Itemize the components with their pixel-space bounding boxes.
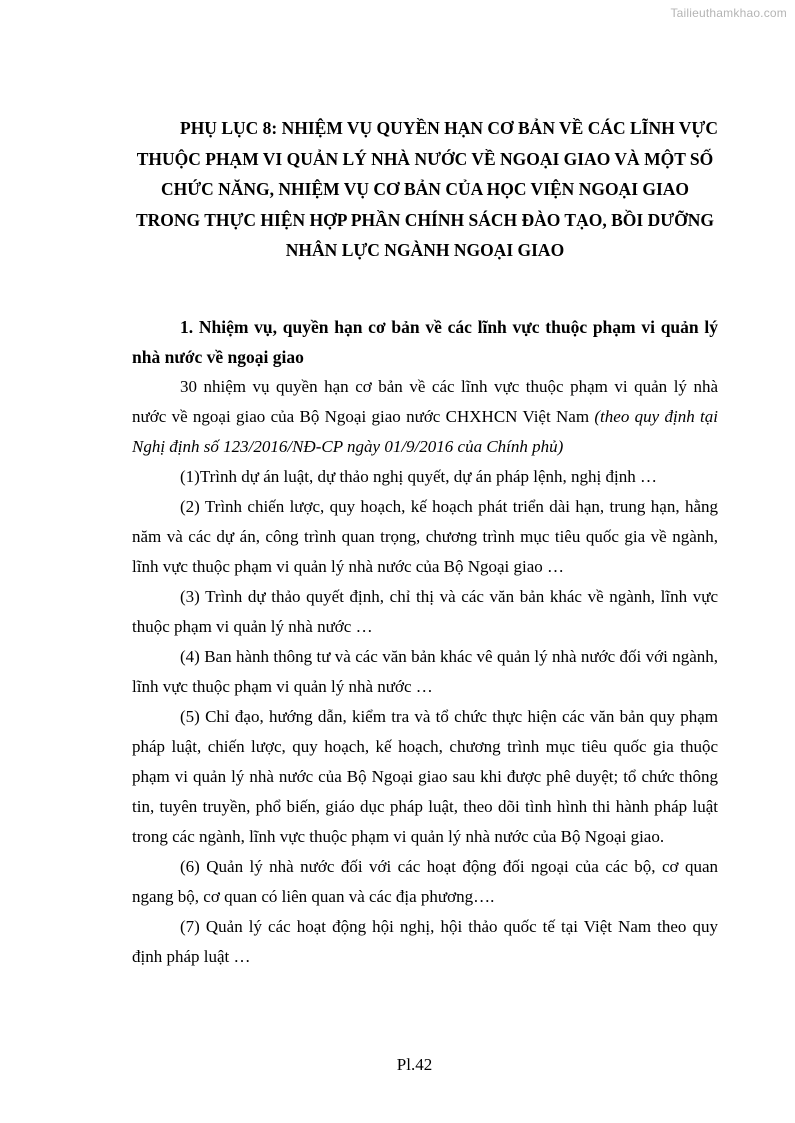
title-line: TRONG THỰC HIỆN HỢP PHẦN CHÍNH SÁCH ĐÀO TẠO, BỒI DƯỠNG <box>135 209 715 230</box>
duty-item-2: (2) Trình chiến lược, quy hoạch, kế hoạch phát triển dài hạn, trung hạn, hằng năm và các dự án, công trình quan trọng, chương trình mục tiêu quốc gia về ngành, lĩnh vực thuộc phạm vi quản lý nhà nước của Bộ Ngoại giao … <box>132 496 718 576</box>
intro-citation: (theo quy định tại Nghị định số 123/2016/NĐ-CP ngày 01/9/2016 của Chính phủ) <box>132 406 718 456</box>
appendix-title <box>132 113 718 266</box>
duty-item-7: (7) Quản lý các hoạt động hội nghị, hội thảo quốc tế tại Việt Nam theo quy định pháp luật … <box>132 916 718 966</box>
watermark-text: Tailieuthamkhao.com <box>670 6 787 20</box>
title-line: CHỨC NĂNG, NHIỆM VỤ CƠ BẢN CỦA HỌC VIỆN NGOẠI GIAO <box>160 179 690 199</box>
page-number: Pl.42 <box>396 1055 433 1074</box>
duty-item-3: (3) Trình dự thảo quyết định, chỉ thị và các văn bản khác về ngành, lĩnh vực thuộc phạm vi quản lý nhà nước … <box>132 586 718 636</box>
title-line: PHỤ LỤC 8: NHIỆM VỤ QUYỀN HẠN CƠ BẢN VỀ CÁC LĨNH VỰC <box>180 118 718 138</box>
intro-text: 30 nhiệm vụ quyền hạn cơ bản về các lĩnh vực thuộc phạm vi quản lý nhà nước về ngoại giao của Bộ Ngoại giao nước CHXHCN Việt Nam <box>132 376 718 426</box>
intro-paragraph <box>132 372 718 462</box>
duty-item-1: (1)Trình dự án luật, dự thảo nghị quyết, dự án pháp lệnh, nghị định … <box>180 466 657 486</box>
duty-item-6: (6) Quản lý nhà nước đối với các hoạt động đối ngoại của các bộ, cơ quan ngang bộ, cơ quan có liên quan và các địa phương…. <box>132 856 718 906</box>
duty-item-5: (5) Chỉ đạo, hướng dẫn, kiểm tra và tổ chức thực hiện các văn bản quy phạm pháp luật, chiến lược, quy hoạch, kế hoạch, chương trình mục tiêu quốc gia thuộc phạm vi quản lý nhà nước của Bộ Ngoại giao sau khi được phê duyệt; tổ chức thông tin, tuyên truyền, phổ biến, giáo dục pháp luật, theo dõi tình hình thi hành pháp luật trong các ngành, lĩnh vực thuộc phạm vi quản lý nhà nước của Bộ Ngoại giao. <box>132 706 718 846</box>
title-line: THUỘC PHẠM VI QUẢN LÝ NHÀ NƯỚC VỀ NGOẠI GIAO VÀ MỘT SỐ <box>136 148 714 169</box>
document-page <box>132 113 718 972</box>
title-line: NHÂN LỰC NGÀNH NGOẠI GIAO <box>285 240 565 260</box>
duty-item-4: (4) Ban hành thông tư và các văn bản khác vê quản lý nhà nước đối với ngành, lĩnh vực thuộc phạm vi quản lý nhà nước … <box>132 646 718 696</box>
section-heading: 1. Nhiệm vụ, quyền hạn cơ bản về các lĩnh vực thuộc phạm vi quản lý nhà nước về ngoại giao <box>132 316 718 367</box>
